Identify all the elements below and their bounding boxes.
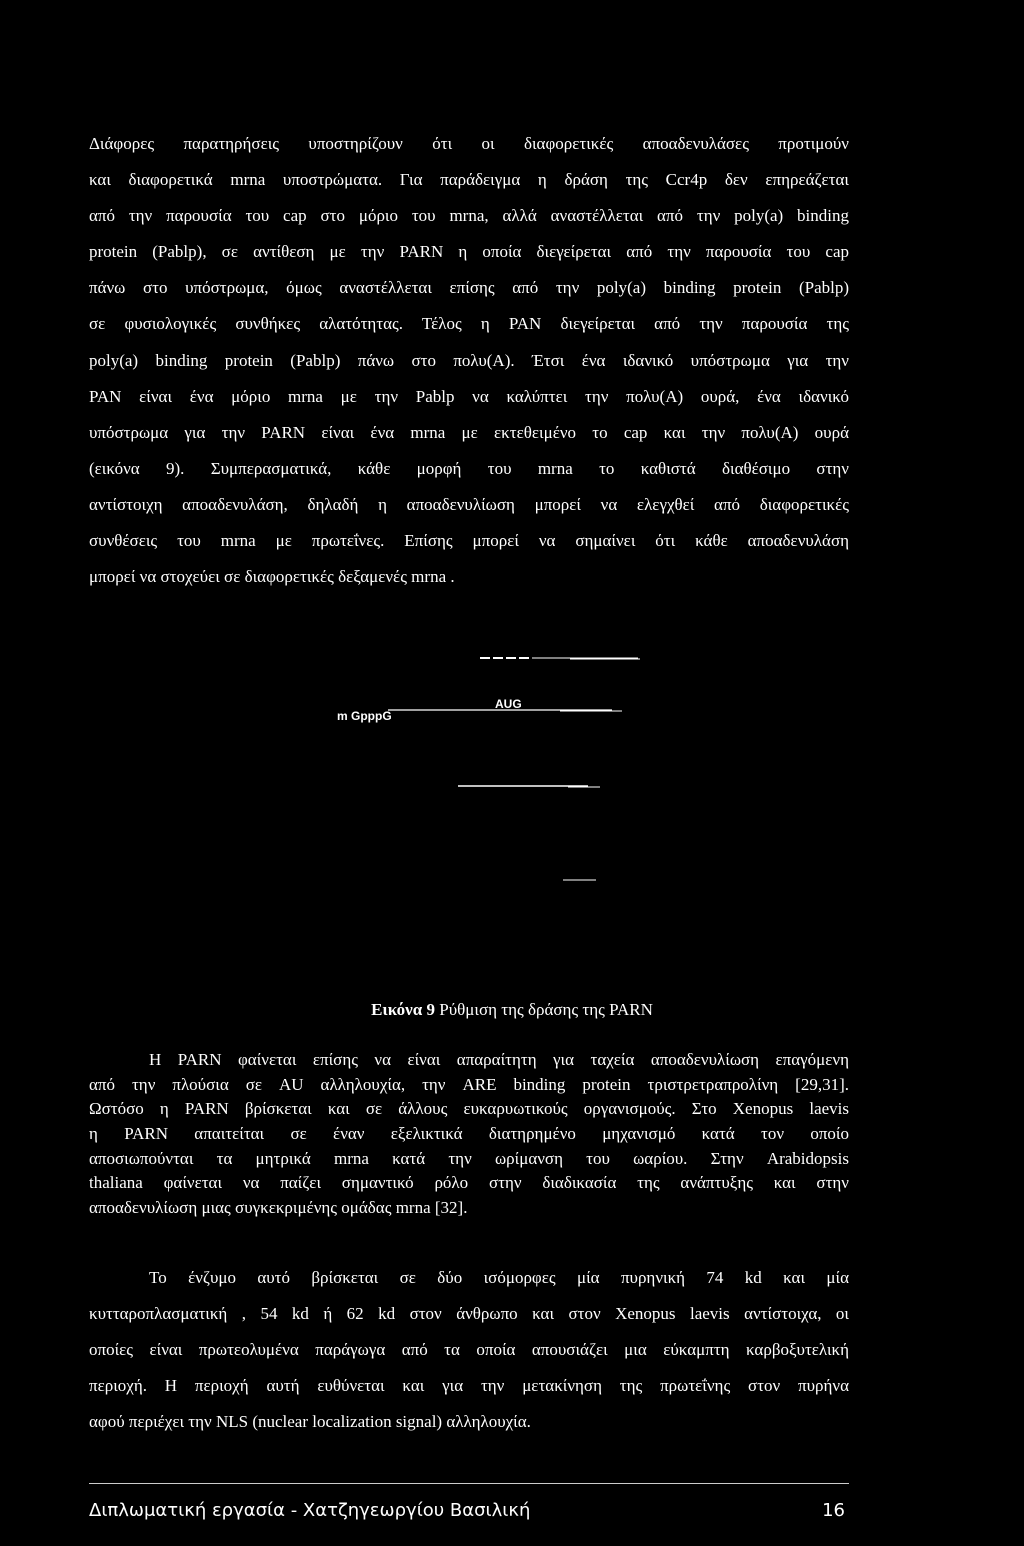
text-line: Η PARN φαίνεται επίσης να είναι απαραίτητη για ταχεία αποαδενυλίωση επαγόμενη	[149, 1050, 849, 1069]
text-line: Ωστόσο η PARN βρίσκεται και σε άλλους ευκαρυωτικούς οργανισμούς. Στο Xenopus laevis	[89, 1099, 849, 1119]
paragraph-1	[89, 126, 849, 595]
text-line: (εικόνα 9). Συμπερασματικά, κάθε μορφή του mrna το καθιστά διαθέσιμο στην	[89, 458, 849, 478]
text-line: η PARN απαιτείται σε έναν εξελικτικά διατηρημένο μηχανισμό κατά τον οποίο	[89, 1124, 849, 1144]
footer-title: Διπλωματική εργασία - Χατζηγεωργίου Βασιλική	[89, 1500, 531, 1521]
text-line: Διάφορες παρατηρήσεις υποστηρίζουν ότι οι διαφορετικές αποαδενυλάσες προτιμούν	[89, 134, 849, 153]
text-line: και διαφορετικά mrna υποστρώματα. Για παράδειγμα η δράση της Ccr4p δεν επηρεάζεται	[89, 170, 849, 190]
cap-label: m GpppG	[337, 709, 392, 723]
text-line: protein (Pablp), σε αντίθεση με την PARN η οποία διεγείρεται από την παρουσία του cap	[89, 242, 849, 262]
text-line: συνθέσεις του mrna με πρωτεΐνες. Επίσης μπορεί να σημαίνει ότι κάθε αποαδενυλάση	[89, 531, 849, 551]
text-line: οποίες είναι πρωτεολυμένα παράγωγα από τα οποία απουσιάζει μια εύκαμπτη καρβοξυτελική	[89, 1340, 849, 1359]
text-line: PAN είναι ένα μόριο mrna με την Pablp να καλύπτει την πολυ(A) ουρά, ένα ιδανικό	[89, 386, 849, 406]
caption-label: Εικόνα 9	[371, 1000, 435, 1019]
start-codon-label: AUG	[495, 697, 522, 711]
text-line: Το ένζυμο αυτό βρίσκεται σε δύο ισόμορφες μία πυρηνική 74 kd και μία	[149, 1268, 849, 1287]
text-line: σε φυσιολογικές συνθήκες αλατότητας. Τέλος η PAN διεγείρεται από την παρουσία της	[89, 314, 849, 334]
text-line: από την πλούσια σε AU αλληλουχία, την ARE binding protein τριστρετραπρολίνη [29,31].	[89, 1074, 849, 1094]
figure-caption	[0, 1000, 1024, 1020]
text-line: αποσιωπούνται τα μητρικά mrna κατά την ωρίμανση του ωαρίου. Στην Arabidopsis	[89, 1148, 849, 1168]
text-line: από την παρουσία του cap στο μόριο του mrna, αλλά αναστέλλεται από την poly(a) binding	[89, 206, 849, 226]
text-line: αντίστοιχη αποαδενυλάση, δηλαδή η αποαδενυλίωση μπορεί να ελεγχθεί από διαφορετικές	[89, 494, 849, 514]
paragraph-3	[89, 1260, 849, 1440]
text-line: thaliana φαίνεται να παίζει σημαντικό ρόλο στην διαδικασία της ανάπτυξης και στην	[89, 1173, 849, 1193]
page-footer	[89, 1500, 849, 1534]
footer-divider	[89, 1483, 849, 1484]
top-dashed-line	[480, 658, 640, 659]
mrna-diagram-svg	[0, 640, 1024, 900]
text-line: περιοχή. Η περιοχή αυτή ευθύνεται και για την μετακίνηση της πρωτεΐνης στον πυρήνα	[89, 1376, 849, 1395]
text-line: κυτταροπλασματική , 54 kd ή 62 kd στον άνθρωπο και στον Xenopus laevis αντίστοιχα, οι	[89, 1304, 849, 1323]
text-line: αποαδενυλίωση μιας συγκεκριμένης ομάδας mrna [32].	[89, 1198, 468, 1218]
paragraph-2	[89, 1048, 849, 1221]
caption-text: Ρύθμιση της δράσης της PARN	[435, 1000, 653, 1019]
text-line: υπόστρωμα για την PARN είναι ένα mrna με εκτεθειμένο το cap και την πολυ(A) ουρά	[89, 422, 849, 442]
figure-9-diagram	[0, 640, 1024, 900]
text-line: πάνω στο υπόστρωμα, όμως αναστέλλεται επίσης από την poly(a) binding protein (Pablp)	[89, 278, 849, 298]
text-line: μπορεί να στοχεύει σε διαφορετικές δεξαμενές mrna .	[89, 567, 455, 587]
text-line: poly(a) binding protein (Pablp) πάνω στο πολυ(A). Έτσι ένα ιδανικό υπόστρωμα για την	[89, 350, 849, 370]
page-number: 16	[822, 1500, 845, 1521]
text-line: αφού περιέχει την NLS (nuclear localization signal) αλληλουχία.	[89, 1412, 531, 1431]
